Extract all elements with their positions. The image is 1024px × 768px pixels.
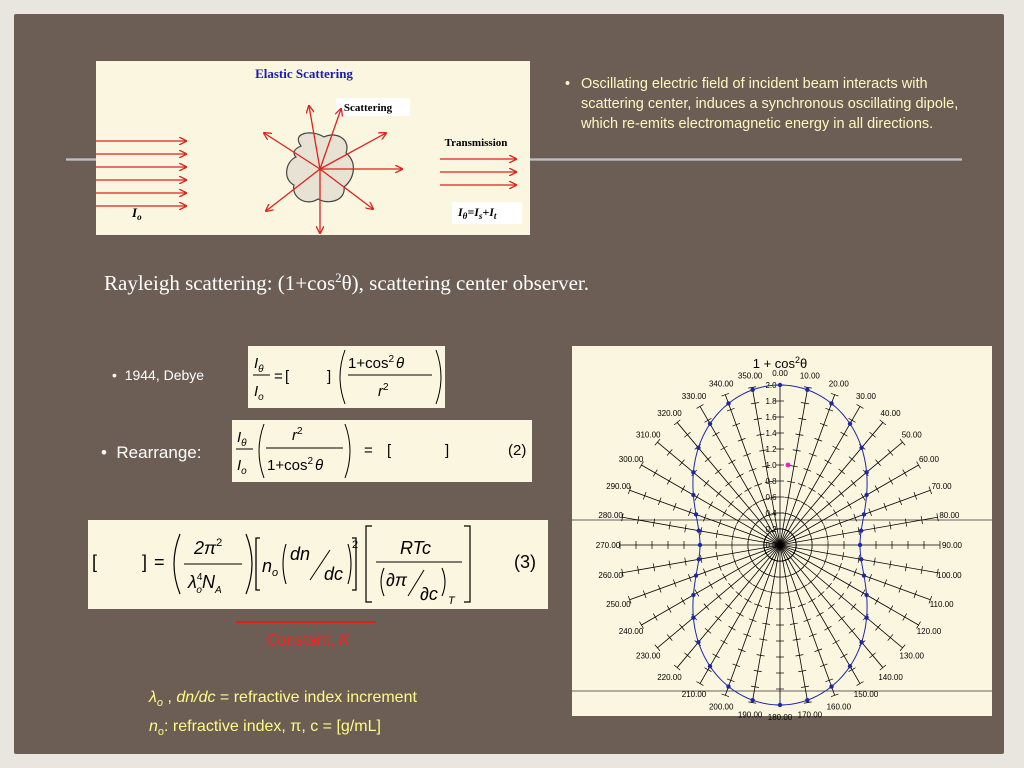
- series-point: [859, 640, 863, 644]
- angle-label: 110.00: [929, 599, 954, 609]
- polar-tick: [847, 502, 851, 509]
- series-point: [805, 388, 809, 392]
- radial-label: 1.6: [765, 413, 777, 422]
- series-point: [691, 593, 695, 597]
- polar-tick: [736, 591, 742, 596]
- series-point: [694, 573, 698, 577]
- eq3-number: (3): [514, 552, 536, 572]
- polar-tick: [849, 457, 855, 462]
- angle-label: 150.00: [853, 689, 879, 699]
- incident-intensity-label: $I_o$: [132, 205, 142, 222]
- series-point: [694, 512, 698, 516]
- series-point: [691, 615, 695, 619]
- polar-tick: [713, 654, 720, 658]
- polar-tick: [723, 510, 727, 517]
- polar-tick: [746, 506, 752, 511]
- polar-tick: [888, 449, 893, 455]
- polar-tick: [667, 478, 671, 485]
- polar-tick: [875, 460, 880, 466]
- polar-tick: [723, 574, 727, 581]
- polar-tick: [737, 474, 744, 478]
- radial-label: 1.2: [765, 445, 777, 454]
- polar-tick: [851, 604, 856, 610]
- polar-tick: [857, 682, 864, 686]
- polar-tick: [736, 566, 740, 573]
- series-point: [848, 664, 852, 668]
- polar-tick: [820, 518, 824, 525]
- eq3-dc: dc: [324, 564, 344, 584]
- transmission-label: Transmission: [444, 137, 508, 149]
- polar-tick: [828, 604, 834, 609]
- polar-tick: [826, 501, 831, 507]
- equation-2-svg: [232, 420, 532, 482]
- polar-tick: [653, 470, 657, 477]
- polar-chart: [572, 346, 992, 722]
- rayleigh-heading: Rayleigh scattering: $(1+\cos^2\theta)$, scattering center observer.: [104, 270, 589, 295]
- radial-label: 0.4: [765, 509, 777, 518]
- polar-tick: [903, 614, 907, 621]
- angle-label: 190.00: [737, 710, 763, 720]
- polar-tick: [728, 583, 733, 589]
- polar-tick: [726, 604, 732, 609]
- polar-tick: [721, 640, 728, 644]
- angle-label: 310.00: [636, 430, 661, 440]
- rearrange-bullet: • Rearrange:: [101, 443, 202, 462]
- series-point: [691, 493, 695, 497]
- polar-tick: [818, 493, 824, 498]
- eq2-number: (2): [508, 442, 527, 459]
- angle-label: 60.00: [918, 455, 939, 464]
- angle-label: 280.00: [598, 511, 623, 521]
- radial-label: 0.0: [765, 541, 777, 550]
- polar-tick: [655, 645, 660, 651]
- polar-tick: [736, 518, 740, 525]
- angle-label: 290.00: [606, 482, 631, 492]
- polar-tick: [726, 481, 732, 486]
- polar-tick: [729, 626, 736, 630]
- polar-tick: [737, 612, 744, 616]
- series-point: [829, 401, 833, 405]
- angle-label: 140.00: [878, 672, 903, 682]
- equation-3: [88, 520, 548, 609]
- polar-tick: [808, 506, 814, 511]
- polar-tick: [801, 585, 808, 589]
- eq3-dc2: ∂c: [420, 584, 438, 604]
- polar-tick: [705, 457, 711, 462]
- series-point: [726, 684, 730, 688]
- dipole-bullet-text: Oscillating electric field of incident beam interacts with scattering center, induces a synchronous oscillating dipole, which re-emits electromagnetic energy in all directions.: [581, 76, 959, 132]
- polar-tick: [716, 491, 721, 497]
- polar-tick: [753, 501, 760, 505]
- polar-tick: [697, 404, 704, 408]
- polar-tick: [849, 628, 855, 633]
- eq3-two-pi: $2\pi^2$: [194, 537, 223, 558]
- polar-tick: [814, 511, 819, 517]
- angle-label: 30.00: [855, 392, 877, 402]
- angle-label: 320.00: [657, 409, 682, 419]
- polar-tick: [715, 469, 721, 474]
- angle-label: 40.00: [880, 409, 901, 419]
- polar-tick: [674, 420, 680, 425]
- incident-arrows: [96, 141, 186, 206]
- polar-tick: [809, 598, 816, 602]
- polar-tick: [814, 573, 819, 579]
- eq3-outer-sq: 2: [352, 539, 359, 551]
- polar-tick: [808, 579, 814, 584]
- radial-label: 1.8: [765, 397, 777, 406]
- polar-tick: [818, 591, 824, 596]
- eq2-cos-term: $1+\cos^2$ θ: [267, 456, 324, 474]
- radial-label: 0.6: [765, 493, 777, 502]
- eq1-r: $r^2$: [378, 382, 389, 400]
- angle-label: 350.00: [737, 371, 763, 381]
- angle-label: 330.00: [681, 392, 707, 402]
- definition-line-1: $\lambda_o$ , dn/dc = refractive index increment: [149, 689, 417, 710]
- angle-label: 220.00: [657, 672, 682, 682]
- series-point: [697, 528, 701, 532]
- polar-tick: [833, 640, 840, 644]
- series-point: [864, 593, 868, 597]
- debye-bullet: • 1944, Debye: [112, 367, 205, 383]
- polar-tick: [857, 404, 864, 408]
- series-point: [750, 698, 754, 702]
- series-point: [708, 664, 712, 668]
- scattered-arrows: [264, 106, 402, 233]
- polar-tick: [667, 449, 672, 455]
- diagram-title: Elastic Scattering: [255, 66, 353, 81]
- polar-tick: [684, 653, 690, 658]
- eq3-T: T: [448, 595, 455, 607]
- eq2-equals: =: [364, 442, 373, 459]
- polar-tick: [880, 665, 886, 670]
- eq1-num: $I_\theta$: [254, 355, 264, 375]
- series-point: [848, 422, 852, 426]
- series-point: [696, 446, 700, 450]
- polar-tick: [674, 665, 680, 670]
- series-point: [726, 401, 730, 405]
- polar-tick: [741, 511, 746, 517]
- constant-underline: [236, 621, 376, 623]
- equation-1-svg: [248, 346, 445, 408]
- radial-label: 0.2: [765, 525, 777, 534]
- angle-label: 230.00: [636, 651, 661, 661]
- polar-tick: [820, 566, 824, 573]
- angle-label: 10.00: [799, 371, 820, 381]
- angle-label: 50.00: [901, 430, 922, 440]
- polar-chart-svg: [572, 346, 992, 722]
- equation-2: [232, 420, 532, 482]
- radial-label: 1.4: [765, 429, 777, 438]
- eq1-den: $I_o$: [254, 383, 264, 403]
- polar-tick: [888, 634, 893, 640]
- angle-label: 90.00: [941, 541, 963, 550]
- eq2-r: $r^2$: [292, 426, 303, 444]
- radial-label: 1.0: [765, 461, 777, 470]
- series-point: [698, 543, 702, 547]
- definition-line-2: $n_o$: refractive index, π, c = [g/mL]: [149, 718, 381, 739]
- polar-tick: [839, 469, 845, 474]
- polar-tick: [801, 501, 808, 505]
- polar-tick: [875, 624, 880, 630]
- polar-tick: [817, 474, 824, 478]
- polar-tick: [705, 628, 711, 633]
- angle-label: 250.00: [606, 599, 631, 609]
- series-point: [862, 512, 866, 516]
- definitions: [149, 686, 417, 744]
- polar-tick: [745, 598, 752, 602]
- series-point: [778, 703, 782, 707]
- highlight-marker: [786, 463, 791, 468]
- eq3-lbracket: [: [92, 552, 98, 572]
- polar-tick: [869, 432, 875, 437]
- polar-tick: [900, 439, 905, 445]
- angle-label: 180.00: [767, 713, 793, 722]
- polar-tick: [880, 420, 886, 425]
- polar-tick: [875, 486, 879, 493]
- polar-tick: [839, 491, 844, 497]
- polar-tick: [721, 446, 728, 450]
- series-point: [862, 573, 866, 577]
- series-point: [859, 528, 863, 532]
- series-point: [858, 543, 862, 547]
- angle-label: 120.00: [916, 627, 942, 636]
- polar-tick: [715, 616, 721, 621]
- polar-tick: [826, 583, 831, 589]
- eq3-dpi: ∂π: [386, 570, 407, 590]
- polar-center: [777, 542, 783, 548]
- polar-tick: [655, 439, 660, 445]
- polar-tick: [729, 460, 736, 464]
- polar-tick: [679, 624, 684, 630]
- eq1-lbracket: [: [285, 368, 290, 385]
- equation-1: [248, 346, 445, 408]
- angle-label: 170.00: [797, 710, 823, 720]
- angle-label: 340.00: [708, 379, 734, 389]
- polar-tick: [679, 460, 684, 466]
- angle-label: 240.00: [618, 627, 644, 636]
- series-point: [708, 422, 712, 426]
- angle-label: 20.00: [828, 379, 849, 389]
- constant-label: Constant, K: [266, 632, 350, 649]
- polar-tick: [728, 501, 733, 507]
- polar-tick: [828, 481, 834, 486]
- series-point: [829, 684, 833, 688]
- angle-label: 200.00: [708, 702, 734, 712]
- eq3-RTc: RTc: [400, 538, 432, 558]
- eq2-num: $I_\theta$: [237, 429, 247, 449]
- polar-tick: [869, 653, 875, 658]
- angle-label: 160.00: [826, 702, 852, 712]
- polar-tick: [745, 488, 752, 492]
- polar-title: $1 + \cos^2\theta$: [752, 355, 808, 371]
- series-point: [864, 615, 868, 619]
- polar-tick: [833, 446, 840, 450]
- equation-3-svg: [88, 520, 548, 609]
- polar-tick: [653, 614, 657, 621]
- polar-tick: [839, 593, 844, 599]
- polar-tick: [817, 612, 824, 616]
- series-point: [805, 698, 809, 702]
- angle-label: 270.00: [595, 541, 621, 550]
- polar-tick: [667, 634, 672, 640]
- polar-tick: [681, 486, 685, 493]
- series-point: [864, 493, 868, 497]
- radial-label: 2.0: [765, 381, 777, 390]
- polar-tick: [833, 510, 837, 517]
- angle-label: 0.00: [772, 369, 788, 378]
- bullet-marker: •: [565, 76, 571, 92]
- angle-label: 260.00: [598, 570, 623, 580]
- polar-tick: [825, 626, 832, 630]
- series-point: [750, 388, 754, 392]
- eq2-rbracket: ]: [445, 442, 450, 459]
- polar-tick: [851, 480, 856, 486]
- polar-tick: [704, 604, 709, 610]
- polar-tick: [709, 502, 713, 509]
- series-point: [691, 470, 695, 474]
- eq2-den: $I_o$: [237, 457, 247, 477]
- eq3-n: $n_o$: [262, 556, 279, 579]
- series-point: [864, 470, 868, 474]
- radial-label: 0.8: [765, 477, 777, 486]
- polar-tick: [903, 470, 907, 477]
- scattering-diagram: [96, 61, 530, 235]
- polar-tick: [825, 460, 832, 464]
- eq3-equals: =: [154, 552, 165, 572]
- eq1-cos-term: $1+\cos^2$ θ: [348, 354, 405, 372]
- eq2-lbracket: [: [387, 442, 392, 459]
- series-point: [859, 446, 863, 450]
- polar-tick: [667, 606, 671, 613]
- polar-tick: [889, 478, 893, 485]
- polar-tick: [709, 582, 713, 589]
- eq3-rbracket: ]: [142, 552, 148, 572]
- polar-tick: [681, 598, 685, 605]
- polar-tick: [741, 573, 746, 579]
- angle-label: 100.00: [937, 570, 962, 580]
- scattering-diagram-svg: [96, 61, 530, 235]
- polar-tick: [875, 598, 879, 605]
- eq3-lambda-NA: $\lambda^4$ $oN_A$: [188, 572, 222, 596]
- series-point: [696, 640, 700, 644]
- intensity-relation: $I_\theta=I_s+I_t$: [458, 205, 497, 221]
- polar-tick: [713, 432, 720, 436]
- polar-tick: [839, 616, 845, 621]
- polar-tick: [841, 432, 848, 436]
- polar-tick: [833, 574, 837, 581]
- series-point: [697, 557, 701, 561]
- polar-tick: [900, 645, 905, 651]
- transmission-arrows: [440, 159, 516, 185]
- angle-label: 210.00: [681, 689, 707, 699]
- polar-tick: [736, 493, 742, 498]
- angle-label: 300.00: [618, 455, 644, 464]
- polar-tick: [697, 682, 704, 686]
- series-point: [859, 557, 863, 561]
- polar-tick: [684, 432, 690, 437]
- polar-tick: [841, 654, 848, 658]
- polar-tick: [716, 593, 721, 599]
- polar-tick: [889, 606, 893, 613]
- polar-tick: [809, 488, 816, 492]
- angle-label: 130.00: [899, 651, 924, 661]
- series-point: [778, 383, 782, 387]
- dipole-bullet: [565, 74, 970, 134]
- polar-tick: [847, 582, 851, 589]
- angle-label: 80.00: [939, 511, 960, 521]
- polar-tick: [753, 585, 760, 589]
- eq3-dn: dn: [290, 544, 311, 564]
- polar-tick: [746, 579, 752, 584]
- eq1-rbracket: ]: [327, 368, 332, 385]
- eq1-equals: =: [274, 368, 283, 385]
- polar-tick: [704, 480, 709, 486]
- angle-label: 70.00: [931, 482, 952, 492]
- scattering-label: Scattering: [343, 102, 393, 114]
